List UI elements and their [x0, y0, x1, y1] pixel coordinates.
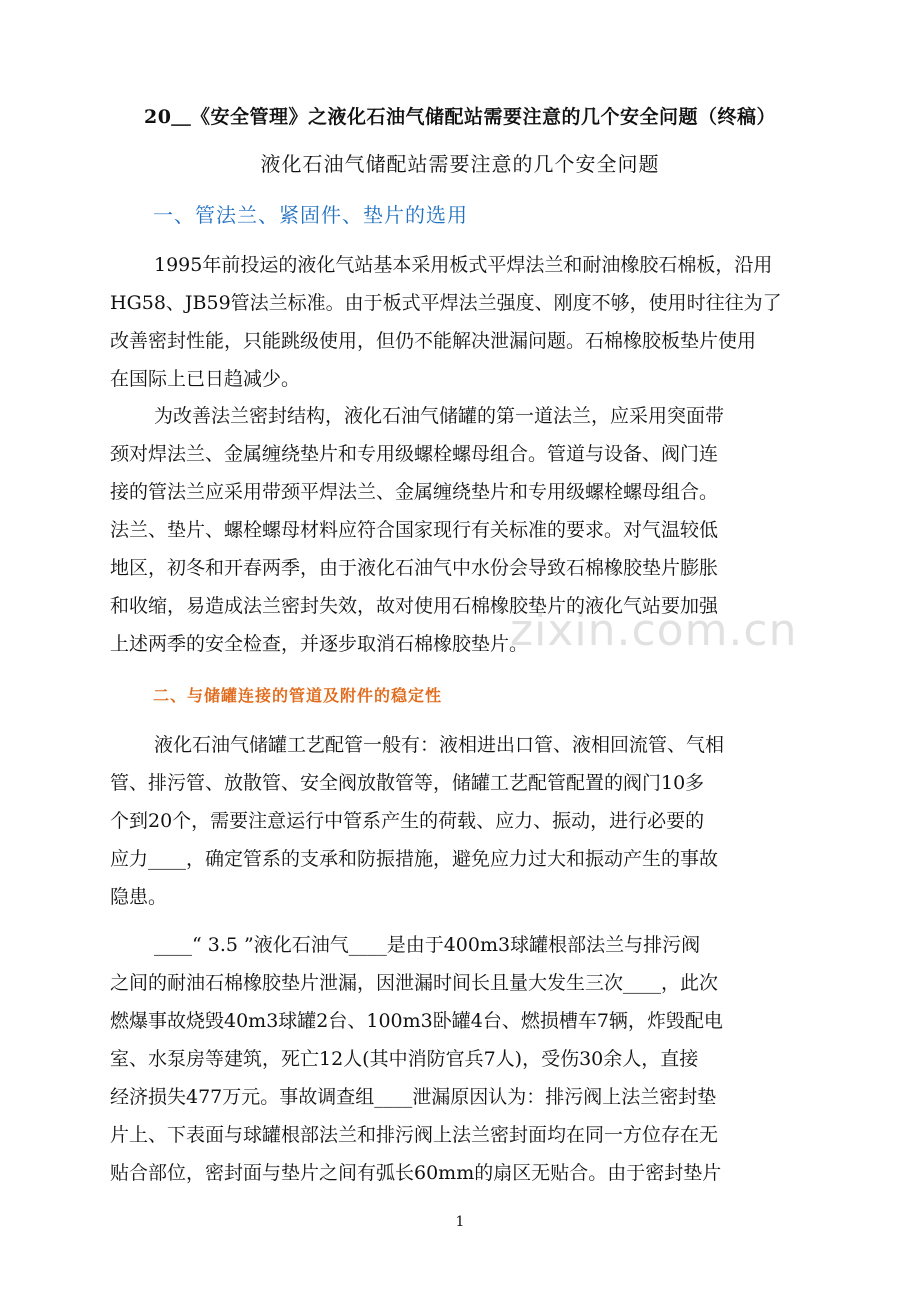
paragraph-line: HG58、JB59管法兰标准。由于板式平焊法兰强度、刚度不够，使用时往往为了: [110, 292, 782, 314]
document-subtitle: 液化石油气储配站需要注意的几个安全问题: [260, 152, 660, 176]
page-number: 1: [455, 1214, 465, 1230]
paragraph-line: 为改善法兰密封结构，液化石油气储罐的第一道法兰，应采用突面带: [154, 405, 725, 427]
paragraph-line: 改善密封性能，只能跳级使用，但仍不能解决泄漏问题。石棉橡胶板垫片使用: [110, 330, 757, 352]
paragraph-line: 贴合部位，密封面与垫片之间有弧长60mm的扇区无贴合。由于密封垫片: [110, 1162, 722, 1184]
section-heading-2: 二、与储罐连接的管道及附件的稳定性: [153, 686, 443, 705]
section-heading-1: 一、管法兰、紧固件、垫片的选用: [153, 203, 468, 227]
paragraph-line: 管、排污管、放散管、安全阀放散管等，储罐工艺配管配置的阀门10多: [110, 772, 705, 794]
paragraph-line: 1995年前投运的液化气站基本采用板式平焊法兰和耐油橡胶石棉板，沿用: [154, 254, 773, 276]
paragraph-line: 上述两季的安全检查，并逐步取消石棉橡胶垫片。: [110, 633, 529, 655]
paragraph-line: ____“ 3.5 ”液化石油气____是由于400m3球罐根部法兰与排污阀: [154, 934, 701, 956]
watermark: zixin.com.cn: [510, 605, 798, 656]
paragraph-line: 经济损失477万元。事故调查组____泄漏原因认为：排污阀上法兰密封垫: [110, 1086, 717, 1108]
paragraph-line: 接的管法兰应采用带颈平焊法兰、金属缠绕垫片和专用级螺栓螺母组合。: [110, 481, 719, 503]
paragraph-line: 液化石油气储罐工艺配管一般有：液相进出口管、液相回流管、气相: [154, 734, 725, 756]
paragraph-4: [110, 926, 810, 1192]
paragraph-line: 应力____，确定管系的支承和防振措施，避免应力过大和振动产生的事故: [110, 848, 719, 870]
paragraph-line: 片上、下表面与球罐根部法兰和排污阀上法兰密封面均在同一方位存在无: [110, 1124, 719, 1146]
paragraph-line: 法兰、垫片、螺栓螺母材料应符合国家现行有关标准的要求。对气温较低: [110, 519, 719, 541]
paragraph-line: 地区，初冬和开春两季，由于液化石油气中水份会导致石棉橡胶垫片膨胀: [110, 557, 719, 579]
paragraph-line: 颈对焊法兰、金属缠绕垫片和专用级螺栓螺母组合。管道与设备、阀门连: [110, 443, 719, 465]
paragraph-1: [110, 246, 810, 398]
paragraph-line: 燃爆事故烧毁40m3球罐2台、100m3卧罐4台、燃损槽车7辆，炸毁配电: [110, 1010, 723, 1032]
paragraph-3: [110, 726, 810, 916]
paragraph-line: 在国际上已日趋减少。: [110, 368, 301, 390]
paragraph-line: 和收缩，易造成法兰密封失效，故对使用石棉橡胶垫片的液化气站要加强: [110, 595, 719, 617]
document-title: 20＿《安全管理》之液化石油气储配站需要注意的几个安全问题（终稿）: [144, 106, 776, 128]
paragraph-line: 之间的耐油石棉橡胶垫片泄漏，因泄漏时间长且量大发生三次____，此次: [110, 972, 719, 994]
paragraph-line: 隐患。: [110, 886, 168, 908]
paragraph-line: 室、水泵房等建筑，死亡12人(其中消防官兵7人)，受伤30余人，直接: [110, 1048, 699, 1070]
paragraph-line: 个到20个，需要注意运行中管系产生的荷载、应力、振动，进行必要的: [110, 810, 705, 832]
